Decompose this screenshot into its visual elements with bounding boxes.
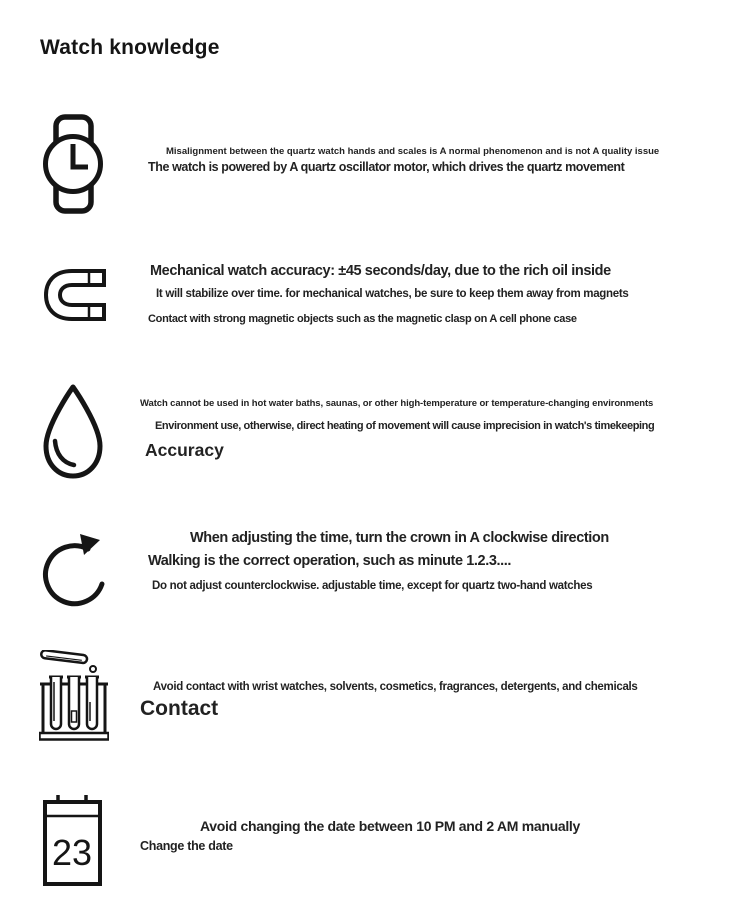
magnet-note-main: Mechanical watch accuracy: ±45 seconds/day, due to the rich oil inside	[150, 263, 611, 279]
crown-note-main: When adjusting the time, turn the crown in A clockwise direction	[190, 530, 609, 546]
crown-note-small: Do not adjust counterclockwise. adjustable time, except for quartz two-hand watches	[152, 580, 593, 592]
date-heading: Change the date	[140, 839, 233, 853]
water-drop-icon	[40, 383, 106, 480]
quartz-note-main: The watch is powered by A quartz oscillator motor, which drives the quartz movement	[148, 160, 625, 174]
temperature-note-mid: Environment use, otherwise, direct heating of movement will cause imprecision in watch's timekeeping	[155, 420, 655, 432]
contact-heading: Contact	[140, 697, 219, 720]
clockwise-rotation-icon	[40, 529, 106, 611]
magnet-note-small: Contact with strong magnetic objects such as the magnetic clasp on A cell phone case	[148, 313, 577, 325]
crown-note-second: Walking is the correct operation, such as minute 1.2.3....	[148, 553, 512, 569]
date-note-main: Avoid changing the date between 10 PM and 2 AM manually	[200, 818, 580, 834]
temperature-note-small: Watch cannot be used in hot water baths, saunas, or other high-temperature or temperature-changing environments	[140, 398, 654, 409]
quartz-note-small: Misalignment between the quartz watch hands and scales is A normal phenomenon and is not A quality issue	[166, 146, 660, 157]
calendar-icon	[42, 794, 103, 886]
chemicals-note: Avoid contact with wrist watches, solvents, cosmetics, fragrances, detergents, and chemicals	[153, 681, 638, 693]
magnet-note-mid: It will stabilize over time. for mechanical watches, be sure to keep them away from magnets	[156, 288, 629, 300]
magnet-icon	[42, 267, 108, 323]
accuracy-heading: Accuracy	[145, 440, 224, 460]
page-title: Watch knowledge	[40, 36, 220, 59]
calendar-day-number: 23	[51, 832, 93, 873]
test-tubes-icon	[39, 650, 109, 743]
wrist-watch-icon	[42, 114, 104, 214]
